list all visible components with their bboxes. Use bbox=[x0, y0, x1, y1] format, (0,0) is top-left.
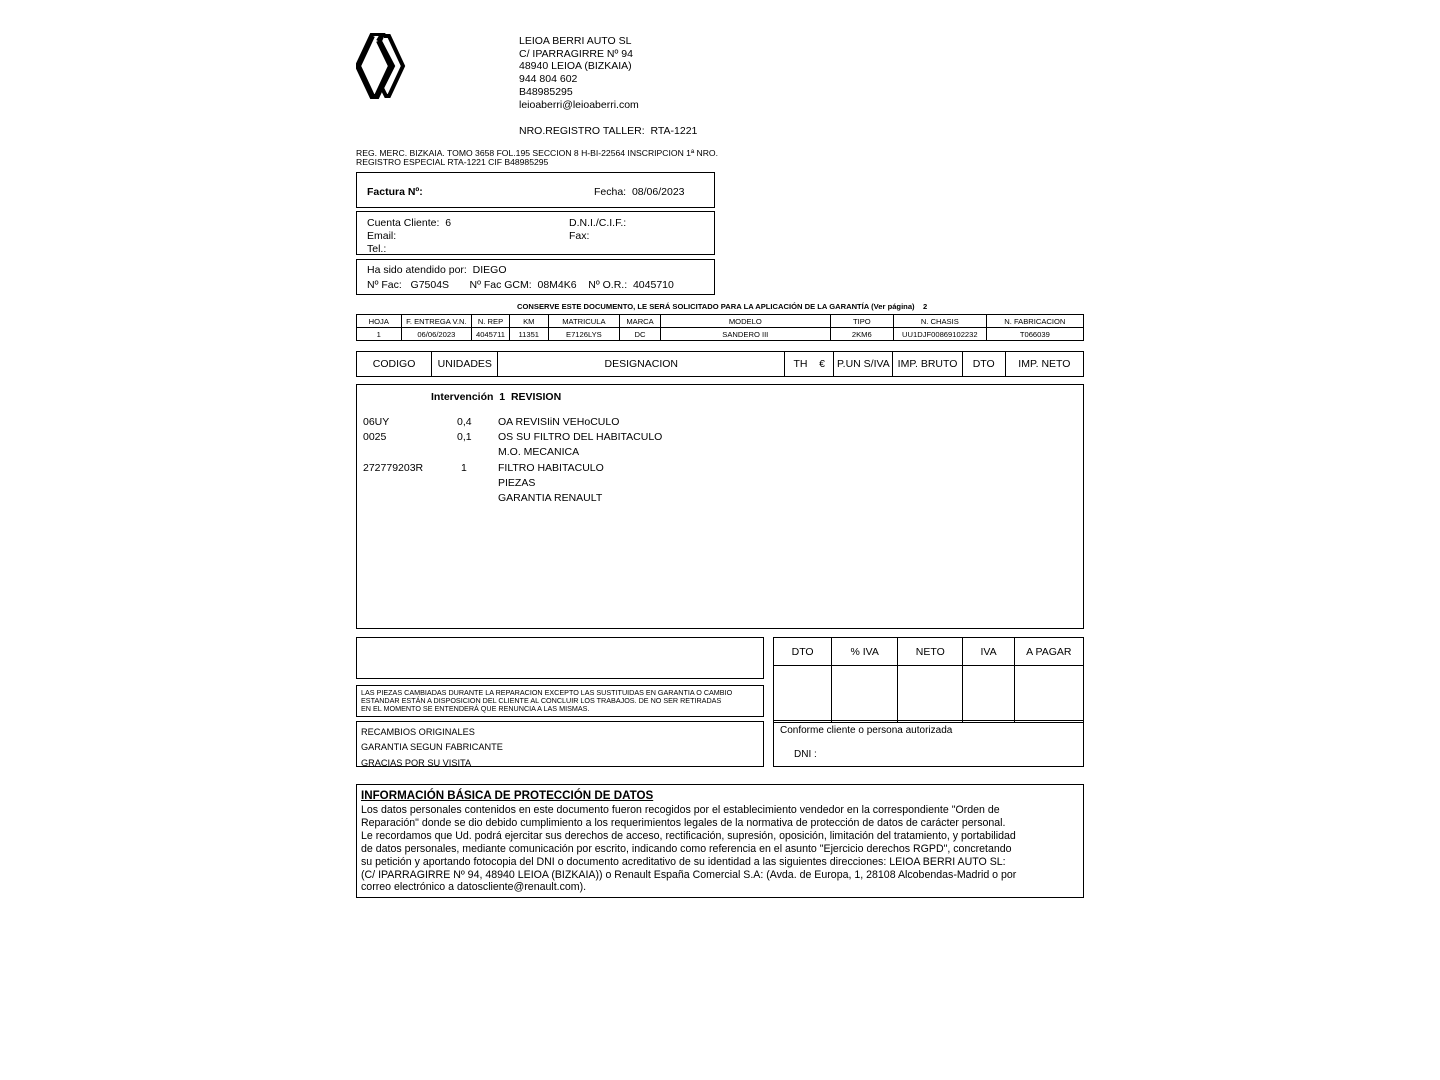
footer-note: RECAMBIOS ORIGINALES bbox=[361, 727, 475, 737]
fecha-value: 08/06/2023 bbox=[631, 186, 685, 198]
nfac-gcm-value: 08M4K6 bbox=[537, 279, 577, 291]
footer-notes-box bbox=[356, 721, 764, 767]
cliente-box bbox=[356, 211, 715, 255]
privacy-line: Le recordamos que Ud. podrá ejercitar sus derechos de acceso, rectificación, supresión, oposición, limitación del tratamiento, y portabilidad bbox=[361, 829, 1016, 842]
company-email: leioaberri@leioaberri.com bbox=[519, 98, 639, 111]
item-designation: M.O. MECANICA bbox=[498, 446, 580, 458]
privacy-text bbox=[361, 804, 1016, 894]
vehicle-value-cell: 4045711 bbox=[472, 328, 510, 341]
totals-table bbox=[773, 637, 1084, 723]
totals-header-pagar: A PAGAR bbox=[1014, 638, 1083, 666]
intervention-name: REVISION bbox=[510, 391, 562, 403]
signature-dni-label: DNI : bbox=[794, 749, 817, 760]
vehicle-value-cell: UU1DJF00869102232 bbox=[893, 328, 986, 341]
vehicle-header-cell: N. REP bbox=[472, 315, 510, 328]
totals-header-iva-pct: % IVA bbox=[832, 638, 898, 666]
items-header-neto: IMP. NETO bbox=[1005, 352, 1083, 377]
totals-header-iva: IVA bbox=[963, 638, 1014, 666]
vehicle-header-cell: F. ENTREGA V.N. bbox=[401, 315, 471, 328]
warranty-note-text: CONSERVE ESTE DOCUMENTO, LE SERÁ SOLICITADO PARA LA APLICACIÓN DE LA GARANTÍA (Ver página) bbox=[517, 302, 915, 311]
nor-value: 4045710 bbox=[632, 279, 674, 291]
reg-merc bbox=[356, 149, 718, 166]
fecha-label: Fecha: bbox=[594, 186, 627, 198]
privacy-line: (C/ IPARRAGIRRE Nº 94, 48940 LEIOA (BIZKAIA)) o Renault España Comercial S.A: (Avda. de Europa, 1, 28108 Alcobendas-Madrid o por bbox=[361, 868, 1017, 881]
parts-note-line: ESTANDAR ESTÁN A DISPOSICION DEL CLIENTE AL CONCLUIR LOS TRABAJOS. DE NO SER RETIRADAS bbox=[361, 696, 722, 706]
items-header-codigo: CODIGO bbox=[357, 352, 432, 377]
signature-label: Conforme cliente o persona autorizada bbox=[780, 725, 953, 736]
vehicle-value-row bbox=[357, 328, 1084, 341]
vehicle-header-cell: N. FABRICACION bbox=[986, 315, 1083, 328]
footer-note: GARANTIA SEGUN FABRICANTE bbox=[361, 742, 503, 753]
company-cif: B48985295 bbox=[519, 85, 573, 98]
totals-header-row bbox=[774, 638, 1084, 666]
items-header-euro: € bbox=[819, 358, 825, 370]
item-designation: GARANTIA RENAULT bbox=[498, 492, 603, 504]
company-name: LEIOA BERRI AUTO SL bbox=[519, 35, 632, 47]
vehicle-header-row bbox=[357, 315, 1084, 328]
nfac-value: G7504S bbox=[410, 279, 450, 291]
vehicle-value-cell: E7126LYS bbox=[548, 328, 620, 341]
totals-header-neto: NETO bbox=[898, 638, 963, 666]
totals-value-cell bbox=[1014, 666, 1083, 723]
reg-merc-line1: REG. MERC. BIZKAIA. TOMO 3658 FOL.195 SECCION 8 H-BI-22564 INSCRIPCION 1ª NRO. bbox=[356, 148, 718, 158]
atendido-value: DIEGO bbox=[472, 264, 507, 276]
items-header-pun: P.UN S/IVA bbox=[834, 352, 893, 377]
factura-label: Factura Nº: bbox=[367, 186, 423, 198]
parts-note-box bbox=[356, 685, 764, 717]
item-designation: OA REVISIiN VEHoCULO bbox=[498, 416, 620, 428]
vehicle-header-cell: N. CHASIS bbox=[893, 315, 986, 328]
vehicle-header-cell: MODELO bbox=[660, 315, 830, 328]
totals-header-dto: DTO bbox=[774, 638, 832, 666]
footer-note: GRACIAS POR SU VISITA bbox=[361, 757, 472, 768]
privacy-line: su petición y aportando fotocopia del DNI o documento acreditativo de su identidad a las siguientes direcciones: LEIOA BERRI AUTO SL: bbox=[361, 855, 1006, 868]
items-header-table bbox=[356, 351, 1084, 377]
observations-box bbox=[356, 637, 764, 679]
fecha bbox=[594, 186, 685, 199]
warranty-note bbox=[517, 302, 927, 311]
items-header-bruto: IMP. BRUTO bbox=[893, 352, 962, 377]
item-designation: PIEZAS bbox=[498, 477, 536, 489]
item-designation: FILTRO HABITACULO bbox=[498, 462, 604, 474]
vehicle-header-cell: MATRICULA bbox=[548, 315, 620, 328]
intervention-number: 1 bbox=[499, 391, 506, 403]
vehicle-value-cell: 11351 bbox=[509, 328, 548, 341]
atendido-label: Ha sido atendido por: bbox=[367, 264, 467, 276]
privacy-line: de datos personales, mediante comunicación por escrito, indicando como referencia en el asunto "Ejercicio derechos RGPD", concretando bbox=[361, 842, 1012, 855]
footer-notes bbox=[361, 725, 503, 771]
vehicle-value-cell: T066039 bbox=[986, 328, 1083, 341]
privacy-line: Reparación" donde se dio debido cumplimiento a los requerimientos legales de la normativa de protección de datos de carácter personal. bbox=[361, 816, 1006, 829]
company-city: 48940 LEIOA (BIZKAIA) bbox=[519, 60, 632, 73]
totals-value-cell bbox=[898, 666, 963, 723]
item-units: 1 bbox=[461, 462, 467, 474]
atendido bbox=[367, 264, 507, 277]
company-address bbox=[519, 35, 639, 111]
items-header-th: TH bbox=[793, 358, 808, 370]
items-header-dto: DTO bbox=[962, 352, 1005, 377]
vehicle-header-cell: TIPO bbox=[830, 315, 893, 328]
item-units: 0,1 bbox=[457, 431, 472, 443]
signature-box bbox=[773, 720, 1084, 767]
vehicle-table bbox=[356, 314, 1084, 341]
intervention-title bbox=[431, 391, 561, 403]
nfac-gcm-label: Nº Fac GCM: bbox=[469, 279, 532, 291]
vehicle-value-cell: SANDERO III bbox=[660, 328, 830, 341]
registro-taller-value: RTA-1221 bbox=[650, 125, 698, 137]
email-label: Email: bbox=[367, 230, 397, 242]
item-code: 0025 bbox=[363, 431, 387, 443]
fax-label: Fax: bbox=[569, 230, 590, 242]
factura-numbers bbox=[367, 279, 674, 292]
item-units: 0,4 bbox=[457, 416, 472, 428]
privacy-line: correo electrónico a datoscliente@renault.com). bbox=[361, 881, 587, 894]
items-header-designacion: DESIGNACION bbox=[498, 352, 785, 377]
totals-value-row bbox=[774, 666, 1084, 723]
vehicle-value-cell: 2KM6 bbox=[830, 328, 893, 341]
registro-taller bbox=[519, 125, 697, 138]
tel-label: Tel.: bbox=[367, 243, 387, 255]
vehicle-value-cell: 06/06/2023 bbox=[401, 328, 471, 341]
company-phone: 944 804 602 bbox=[519, 73, 578, 86]
reg-merc-line2: REGISTRO ESPECIAL RTA-1221 CIF B48985295 bbox=[356, 156, 549, 167]
intervention-label: Intervención bbox=[431, 391, 494, 403]
items-body bbox=[356, 384, 1084, 629]
privacy-title: INFORMACIÓN BÁSICA DE PROTECCIÓN DE DATOS bbox=[361, 789, 654, 802]
nfac-label: Nº Fac: bbox=[367, 279, 402, 291]
cuenta-value: 6 bbox=[445, 217, 452, 229]
vehicle-header-cell: MARCA bbox=[620, 315, 661, 328]
company-street: C/ IPARRAGIRRE Nº 94 bbox=[519, 47, 633, 60]
items-header-row bbox=[357, 352, 1084, 377]
cuenta-label: Cuenta Cliente: bbox=[367, 217, 440, 229]
vehicle-value-cell: 1 bbox=[357, 328, 402, 341]
registro-taller-label: NRO.REGISTRO TALLER: bbox=[519, 125, 645, 137]
vehicle-value-cell: DC bbox=[620, 328, 661, 341]
nor-label: Nº O.R.: bbox=[588, 279, 628, 291]
totals-value-cell bbox=[774, 666, 832, 723]
parts-note-line: EN EL MOMENTO SE ENTENDERÁ QUE RENUNCIA A LAS MISMAS. bbox=[361, 704, 590, 714]
parts-note bbox=[361, 689, 732, 714]
totals-value-cell bbox=[963, 666, 1014, 723]
items-header-unidades: UNIDADES bbox=[432, 352, 498, 377]
dni-cif-label: D.N.I./C.I.F.: bbox=[569, 217, 627, 229]
cuenta-cliente bbox=[367, 217, 451, 230]
parts-note-line: LAS PIEZAS CAMBIADAS DURANTE LA REPARACION EXCEPTO LAS SUSTITUIDAS EN GARANTIA O CAMBIO bbox=[361, 688, 733, 697]
vehicle-header-cell: HOJA bbox=[357, 315, 402, 328]
atendido-box bbox=[356, 259, 715, 295]
item-designation: OS SU FILTRO DEL HABITACULO bbox=[498, 431, 663, 443]
warranty-note-page: 2 bbox=[923, 302, 928, 311]
totals-value-cell bbox=[832, 666, 898, 723]
items-header-th-euro bbox=[785, 352, 834, 377]
privacy-line: Los datos personales contenidos en este documento fueron recogidos por el establecimiento vendedor en la correspondiente "Orden de bbox=[361, 804, 1000, 816]
renault-logo-icon bbox=[356, 33, 406, 99]
item-code: 272779203R bbox=[363, 462, 424, 474]
privacy-box bbox=[356, 784, 1084, 898]
factura-box bbox=[356, 172, 715, 208]
item-code: 06UY bbox=[363, 416, 390, 428]
vehicle-header-cell: KM bbox=[509, 315, 548, 328]
